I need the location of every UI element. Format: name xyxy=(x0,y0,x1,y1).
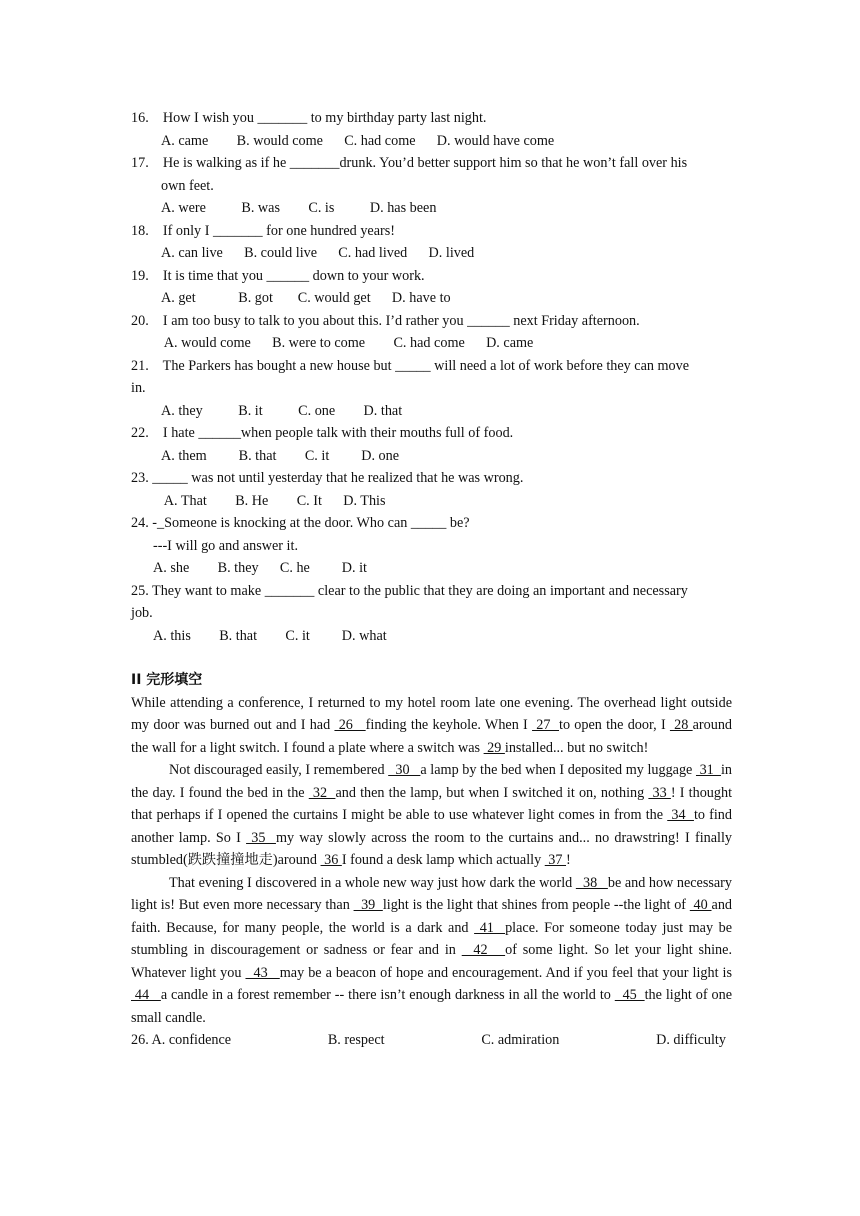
cloze-paragraph-1: While attending a conference, I returned to my hotel room late one evening. The overhead light outside my door was burned out and I had 26 finding the keyhole. When I 27 to open the door, I 28 around the wall for a light switch. I found a plate where a switch was 29 installed... but no switch! xyxy=(131,694,733,756)
question-options: A. were B. was C. is D. has been xyxy=(161,200,437,216)
question-number: 24. xyxy=(131,515,149,531)
question-stem: It is time that you ______ down to your work. xyxy=(162,267,425,284)
question-24 xyxy=(131,512,732,580)
question-stem-continued: own feet. xyxy=(161,177,214,194)
blank-37: 37 xyxy=(544,852,567,868)
question-options: A. came B. would come C. had come D. would have come xyxy=(161,132,555,149)
blank-36: 36 xyxy=(320,852,342,868)
question-number: 18. xyxy=(131,222,149,239)
question-number: 19. xyxy=(131,267,149,284)
question-options: A. would come B. were to come C. had come D. came xyxy=(161,335,534,351)
blank-31: 31 xyxy=(695,762,721,778)
document-content xyxy=(131,107,732,1052)
question-options: A. they B. it C. one D. that xyxy=(161,402,403,419)
question-17 xyxy=(131,152,732,220)
question-options: A. this B. that C. it D. what xyxy=(153,627,387,644)
question-16 xyxy=(131,107,732,152)
question-18 xyxy=(131,220,732,265)
question-21 xyxy=(131,355,732,423)
question-22 xyxy=(131,422,732,467)
blank-27: 27 xyxy=(532,717,559,733)
option-c: C. admiration xyxy=(481,1032,560,1048)
blank-41: 41 xyxy=(474,919,506,936)
option-b: B. respect xyxy=(327,1032,385,1048)
question-stem: If only I _______ for one hundred years! xyxy=(162,222,395,239)
question-23 xyxy=(131,467,732,512)
cloze-paragraph-2: Not discouraged easily, I remembered 30 a lamp by the bed when I deposited my luggage 31 in the day. I found the bed in the 32 and then the lamp, but when I switched it on, nothing 33 ! I thought that perhaps if I opened the curtains I might be able to use whatever light comes in from the 34 to find another lamp. So I 35 my way slowly across the room to the curtains and... no drawstring! I finally stumbled(跌跌撞撞地走)around 36 I found a desk lamp which actually 37 ! xyxy=(131,762,733,868)
question-number: 25. xyxy=(131,582,149,599)
question-number: 21. xyxy=(131,357,149,374)
question-20 xyxy=(131,310,732,355)
question-stem: _____ was not until yesterday that he realized that he was wrong. xyxy=(152,470,524,486)
question-19 xyxy=(131,265,732,310)
question-number: 16. xyxy=(131,110,149,126)
blank-26: 26 xyxy=(334,717,366,733)
blank-35: 35 xyxy=(246,829,276,846)
question-stem: -_Someone is knocking at the door. Who can _____ be? xyxy=(152,515,470,531)
blank-45: 45 xyxy=(614,987,645,1003)
question-options: A. them B. that C. it D. one xyxy=(161,447,400,464)
question-number: 26. xyxy=(131,1032,149,1048)
question-stem-continued: ---I will go and answer it. xyxy=(153,537,298,554)
blank-33: 33 xyxy=(648,784,671,801)
blank-44: 44 xyxy=(131,987,161,1003)
blank-32: 32 xyxy=(308,784,336,801)
question-stem: They want to make _______ clear to the public that they are doing an important and necessary xyxy=(152,582,688,599)
blank-40: 40 xyxy=(689,897,712,913)
question-options: A. she B. they C. he D. it xyxy=(153,560,367,576)
blank-43: 43 xyxy=(245,964,280,981)
question-number: 23. xyxy=(131,470,149,486)
question-stem: The Parkers has bought a new house but _____ will need a lot of work before they can move xyxy=(162,357,690,374)
question-stem-continued: in. xyxy=(131,380,146,396)
question-stem-continued: job. xyxy=(131,605,153,621)
question-options: A. That B. He C. It D. This xyxy=(161,492,386,509)
question-25 xyxy=(131,580,732,648)
question-stem: He is walking as if he _______drunk. You’d better support him so that he won’t fall over his xyxy=(162,155,688,171)
blank-28: 28 xyxy=(669,717,693,733)
question-stem: I am too busy to talk to you about this. I’d rather you ______ next Friday afternoon. xyxy=(162,312,640,329)
question-number: 17. xyxy=(131,155,149,171)
question-number: 22. xyxy=(131,425,149,441)
blank-42: 42 xyxy=(461,942,506,958)
blank-30: 30 xyxy=(388,762,421,778)
question-stem: I hate ______when people talk with their mouths full of food. xyxy=(162,425,514,441)
blank-34: 34 xyxy=(667,807,694,823)
section-title: II 完形填空 xyxy=(131,672,203,688)
blank-38: 38 xyxy=(575,874,608,891)
question-number: 20. xyxy=(131,312,149,329)
cloze-question-26 xyxy=(131,1029,732,1052)
question-options: A. can live B. could live C. had lived D. lived xyxy=(161,245,475,261)
cloze-paragraph-3: That evening I discovered in a whole new way just how dark the world 38 be and how necessary light is! But even more necessary than 39 light is the light that shines from people --the light of 40 and faith. Because, for many people, the world is a dark and 41 place. For someone today just may be stumbling in discouragement or sadness or fear and in 42 of some light. So let your light shine. Whatever light you 43 may be a beacon of hope and encouragement. And if you feel that your light is 44 a candle in a forest remember -- there isn’t enough darkness in all the world to 45 the light of one small candle. xyxy=(131,874,733,1026)
blank-29: 29 xyxy=(483,739,505,756)
blank-39: 39 xyxy=(353,897,383,913)
question-options: A. get B. got C. would get D. have to xyxy=(161,290,451,306)
question-stem: How I wish you _______ to my birthday party last night. xyxy=(162,110,487,126)
option-a: A. confidence xyxy=(151,1032,232,1048)
option-d: D. difficulty xyxy=(656,1032,726,1048)
